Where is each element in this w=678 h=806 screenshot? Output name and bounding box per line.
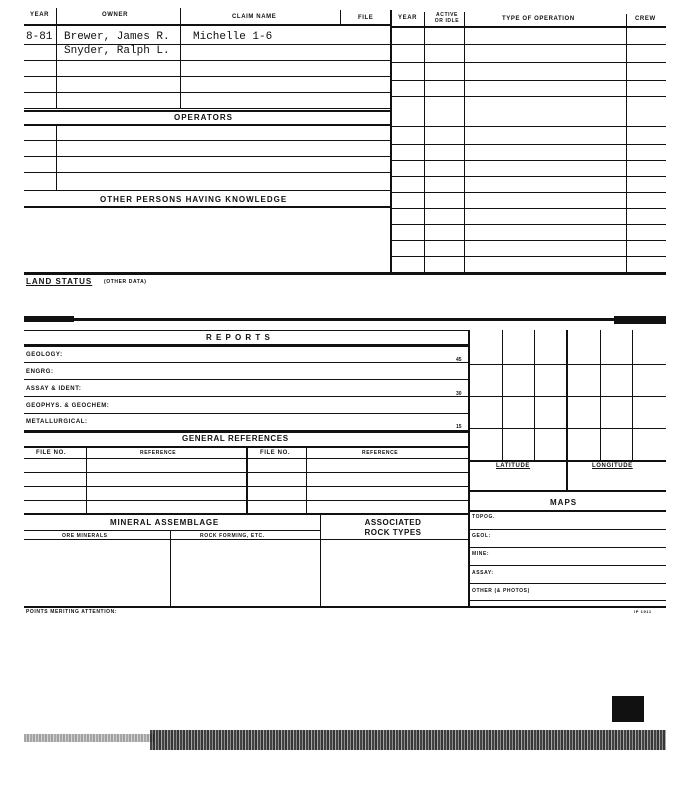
report-num-geology: 45 [456, 357, 462, 363]
land-status-subtitle: (OTHER DATA) [104, 279, 147, 285]
entry-owner-2: Snyder, Ralph L. [64, 45, 170, 57]
other-persons-title: OTHER PERSONS HAVING KNOWLEDGE [100, 195, 288, 204]
rock-forming-label: ROCK FORMING, ETC. [200, 533, 265, 539]
entry-year: 8-81 [26, 31, 53, 43]
operators-title: OPERATORS [174, 113, 233, 122]
maps-topog: TOPOG. [472, 514, 495, 520]
longitude-label: LONGITUDE [592, 463, 633, 469]
maps-geol: GEOL: [472, 533, 491, 539]
form-number: IP 1911 [634, 609, 652, 614]
col-owner: OWNER [102, 12, 128, 18]
report-label-geophys: GEOPHYS. & GEOCHEM: [26, 403, 110, 409]
margin-mark-right [614, 316, 666, 324]
ref-col-file-no-2: FILE NO. [260, 450, 291, 456]
col-year-2: YEAR [398, 15, 418, 21]
report-label-assay: ASSAY & IDENT: [26, 386, 82, 392]
report-label-metallurgical: METALLURGICAL: [26, 419, 88, 425]
report-num-assay: 30 [456, 391, 462, 397]
maps-assay: ASSAY: [472, 570, 494, 576]
col-file: FILE [358, 15, 374, 21]
margin-mark-left [24, 316, 74, 322]
latitude-label: LATITUDE [496, 463, 531, 469]
ore-minerals-label: ORE MINERALS [62, 533, 108, 539]
associated-rock-types-title: ASSOCIATED ROCK TYPES [364, 518, 422, 537]
maps-mine: MINE: [472, 551, 490, 557]
report-label-geology: GEOLOGY: [26, 352, 63, 358]
general-references-title: GENERAL REFERENCES [182, 434, 289, 443]
col-type-of-operation: TYPE OF OPERATION [502, 16, 575, 22]
mineral-assemblage-title: MINERAL ASSEMBLAGE [110, 518, 220, 527]
scan-smudge [150, 730, 666, 750]
ref-col-reference-2: REFERENCE [362, 450, 399, 456]
entry-owner-1: Brewer, James R. [64, 31, 170, 43]
maps-other: OTHER (& PHOTOS) [472, 588, 530, 594]
report-num-metallurgical: 15 [456, 424, 462, 430]
scan-dark-block [612, 696, 644, 722]
ref-col-file-no: FILE NO. [36, 450, 67, 456]
entry-claim: Michelle 1-6 [193, 31, 273, 43]
col-claim-name: CLAIM NAME [232, 14, 277, 20]
ref-col-reference: REFERENCE [140, 450, 177, 456]
reports-title: R E P O R T S [206, 333, 271, 342]
points-meriting-attention: POINTS MERITING ATTENTION: [26, 609, 118, 615]
col-active-idle: ACTIVE OR IDLE [434, 12, 460, 24]
col-year: YEAR [30, 12, 50, 18]
maps-title: MAPS [550, 498, 578, 507]
scan-smudge-left [24, 734, 154, 742]
col-crew: CREW [635, 16, 656, 22]
report-label-engrg: ENGRG: [26, 369, 54, 375]
land-status-title: LAND STATUS [26, 277, 93, 286]
